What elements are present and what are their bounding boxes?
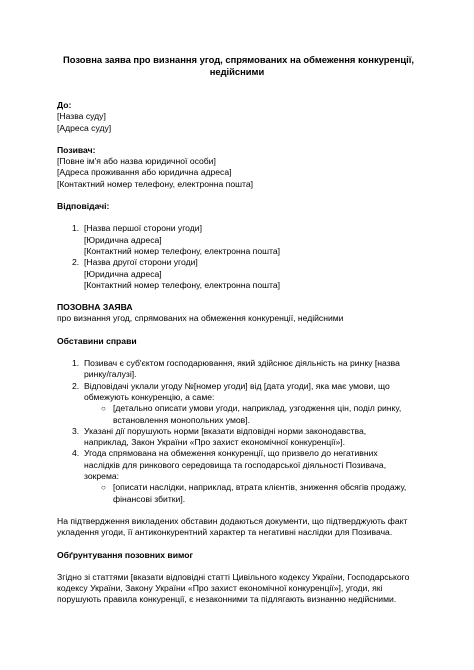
claim-subheading: про визнання угод, спрямованих на обмеження конкуренції, недійсними (57, 313, 344, 324)
defendant-contact: [Контактний номер телефону, електронна пошта] (84, 245, 281, 256)
bullet-circle-icon: ○ (101, 483, 106, 493)
defendant-item (57, 257, 417, 291)
circumstance-number: 4. (72, 448, 80, 459)
defendant-name: [Назва другої сторони угоди] (84, 257, 198, 268)
defendants-block (57, 201, 417, 291)
circumstance-item (57, 358, 417, 381)
circumstances-heading: Обставини справи (57, 335, 137, 346)
defendant-number: 1. (72, 223, 80, 234)
court-name: [Назва суду] (57, 111, 106, 122)
defendant-number: 2. (72, 257, 80, 268)
plaintiff-label: Позивач: (57, 144, 96, 155)
plaintiff-name: [Повне ім'я або назва юридичної особи] (57, 156, 216, 167)
subitem-text: встановлення монопольних умов]. (113, 414, 251, 425)
circumstance-text: обмежують конкуренцію, а саме: (84, 391, 215, 402)
document-title (63, 54, 414, 78)
defendant-contact: [Контактний номер телефону, електронна пошта] (84, 279, 281, 290)
defendants-list (57, 223, 417, 291)
plaintiff-contact: [Контактний номер телефону, електронна пошта] (57, 178, 254, 189)
court-address: [Адреса суду] (57, 122, 112, 133)
recipient-block (57, 100, 417, 134)
subitem-text: [детально описати умови угоди, наприклад, узгодження цін, поділ ринку, (113, 403, 402, 414)
plaintiff-block (57, 145, 417, 190)
bullet-circle-icon: ○ (101, 404, 106, 414)
circumstance-text: Указані дії порушують норми [вказати відповідні норми законодавства, (84, 425, 367, 436)
title-line-2: недійсними (209, 66, 265, 77)
circumstance-text: ринку/галузі]. (84, 369, 137, 380)
circumstance-number: 1. (72, 358, 80, 369)
defendant-address: [Юридична адреса] (84, 268, 162, 279)
defendants-label: Відповідачі: (57, 201, 110, 212)
grounds-heading: Обґрунтування позовних вимог (57, 549, 194, 560)
circumstances-list (57, 358, 417, 505)
circumstance-text: наприклад, Закон України «Про захист економічної конкуренції»]. (84, 437, 346, 448)
evidence-text: укладення угоди, її антиконкурентний характер та негативні наслідки для Позивача. (57, 527, 393, 538)
circumstance-text: Позивач є суб'єктом господарювання, який здійснює діяльність на ринку [назва (84, 358, 400, 369)
plaintiff-address: [Адреса проживання або юридична адреса] (57, 167, 232, 178)
circumstance-number: 2. (72, 380, 80, 391)
grounds-paragraph (57, 572, 417, 606)
circumstance-subitem (57, 403, 417, 426)
grounds-block (57, 550, 417, 606)
claim-heading: ПОЗОВНА ЗАЯВА (57, 302, 133, 313)
claim-block (57, 302, 417, 325)
circumstances-block (57, 336, 417, 505)
defendant-address: [Юридична адреса] (84, 234, 162, 245)
defendant-name: [Назва першої сторони угоди] (84, 223, 202, 234)
subitem-text: фінансові збитки]. (113, 493, 186, 504)
grounds-text: Згідно зі статтями [вказати відповідні статті Цивільного кодексу України, Господарського (57, 571, 410, 582)
circumstance-item (57, 381, 417, 404)
evidence-text: На підтвердження викладених обставин додаються документи, що підтверджують факт (57, 515, 408, 526)
recipient-label: До: (57, 100, 72, 110)
title-line-1: Позовна заява про визнання угод, спрямованих на обмеження конкуренції, (63, 54, 414, 65)
grounds-text: кодексу України, Закону України «Про захист економічної конкуренції»], угоди, які (57, 583, 383, 594)
circumstance-text: Відповідачі уклали угоду №[номер угоди] від [дата угоди], яка має умови, що (84, 380, 390, 391)
grounds-text: порушують правила конкуренції, є незаконними та підлягають визнанню недійсними. (57, 594, 397, 605)
circumstance-item (57, 426, 417, 449)
evidence-paragraph (57, 516, 417, 539)
circumstance-text: зокрема: (84, 471, 120, 482)
circumstance-item (57, 448, 417, 482)
circumstance-number: 3. (72, 425, 80, 436)
circumstance-text: наслідків для ринкового середовища та господарської діяльності Позивача, (84, 459, 387, 470)
subitem-text: [описати наслідки, наприклад, втрата клієнтів, зниження обсягів продажу, (113, 482, 407, 493)
circumstance-text: Угода спрямована на обмеження конкуренції, що призвело до негативних (84, 448, 378, 459)
circumstance-subitem (57, 482, 417, 505)
defendant-item (57, 223, 417, 257)
